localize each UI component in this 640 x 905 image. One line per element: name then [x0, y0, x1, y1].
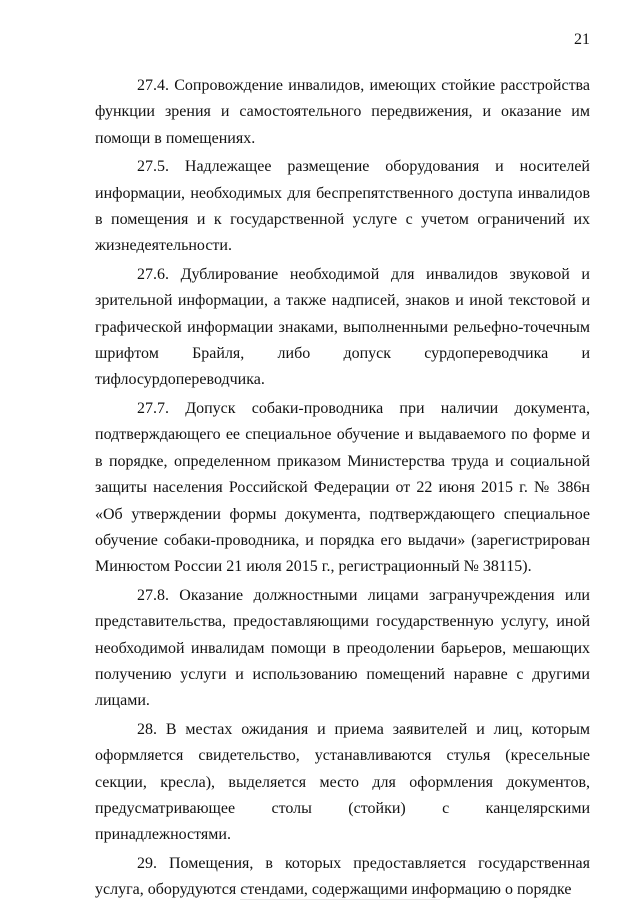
paragraph-27-4: 27.4. Сопровождение инвалидов, имеющих стойкие расстройства функции зрения и самостоятельного передвижения, и оказание им помощи в помещениях. — [95, 77, 590, 147]
paragraph-29: 29. Помещения, в которых предоставляется государственная услуга, оборудуются стендами, содержащими информацию о порядке — [95, 854, 590, 899]
page-number: 21 — [574, 31, 590, 48]
bottom-edge-line — [240, 899, 440, 900]
paragraph-27-8: 27.8. Оказание должностными лицами загранучреждения или представительства, предоставляющими государственную услугу, иной необходимой инвалидам помощи в преодолении барьеров, мешающих получению услуги и использованию помещений наравне с другими лицами. — [95, 586, 590, 710]
paragraph-28: 28. В местах ожидания и приема заявителей и лиц, которым оформляется свидетельство, устанавливаются стулья (кресельные секции, кресла), выделяется место для оформления документов, предусматривающее столы (стойки) с канцелярскими принадлежностями. — [95, 720, 590, 844]
paragraph-27-6: 27.6. Дублирование необходимой для инвалидов звуковой и зрительной информации, а также надписей, знаков и иной текстовой и графической информации знаками, выполненными рельефно-точечным шрифтом Брайля, либо допуск сурдопереводчика и тифлосурдопереводчика. — [95, 265, 590, 389]
document-body — [95, 73, 590, 904]
paragraph-27-7: 27.7. Допуск собаки-проводника при наличии документа, подтверждающего ее специальное обучение и выдаваемого по форме и в порядке, определенном приказом Министерства труда и социальной защиты населения Российской Федерации от 22 июня 2015 г. № 386н «Об утверждении формы документа, подтверждающего специальное обучение собаки-проводника, и порядка его выдачи» (зарегистрирован Минюстом России 21 июля 2015 г., регистрационный № 38115). — [95, 399, 590, 576]
paragraph-27-5: 27.5. Надлежащее размещение оборудования и носителей информации, необходимых для беспрепятственного доступа инвалидов в помещения и к государственной услуге с учетом ограничений их жизнедеятельности. — [95, 158, 590, 255]
